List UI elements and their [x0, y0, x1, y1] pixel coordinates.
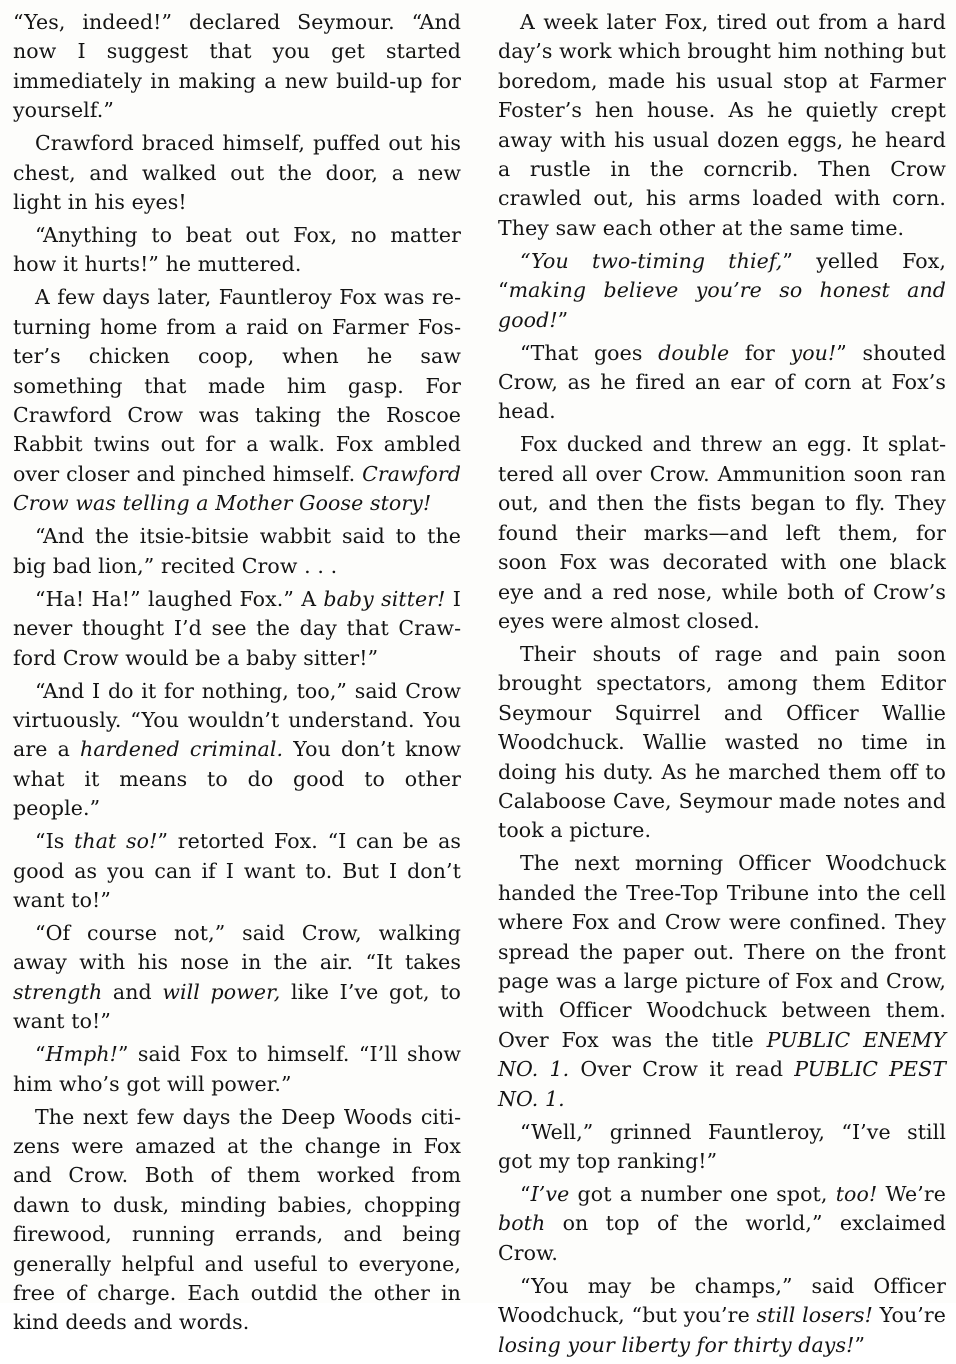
italic-text: you!	[790, 340, 837, 365]
text-run: A few days later, Fauntleroy Fox was returning home from a raid on Farmer Foster’s chicken coop, when he saw something that made him gasp. For Crawford Crow was taking the Roscoe Rabbit twins out for a walk. Fox ambled over closer and pinched himself.	[13, 285, 461, 486]
italic-text: that so!	[74, 829, 158, 854]
story-paragraph	[498, 8, 946, 243]
text-run: “Is	[35, 829, 75, 854]
story-paragraph	[498, 1118, 946, 1177]
italic-text: both	[498, 1211, 546, 1236]
text-run: Their shouts of rage and pain soon brought spectators, among them Editor Seymour Squirrel and Officer Wallie Woodchuck. Wallie wasted no time in doing his duty. As he marched them off to Calaboose Cave, Seymour made notes and took a picture.	[498, 641, 946, 843]
story-paragraph	[13, 522, 461, 581]
text-run: You’re	[872, 1303, 946, 1328]
italic-text: Crawford Crow was telling a Mother Goose story!	[13, 461, 461, 516]
italic-text: will power,	[162, 979, 281, 1004]
text-run: ”	[854, 1332, 866, 1357]
text-run: “Ha! Ha!” laughed Fox.” A	[35, 586, 324, 611]
text-run: ” shouted Crow, as he fired an ear of corn at Fox’s head.	[498, 340, 946, 424]
text-run: “Yes, indeed!” declared Seymour. “And now I suggest that you get started immediately in making a new build-up for yourself.”	[13, 10, 461, 123]
italic-text: I’ve	[530, 1182, 570, 1206]
italic-text: PUBLIC ENEMY NO. 1.	[498, 1027, 946, 1082]
story-paragraph	[498, 339, 946, 427]
italic-text: losing your liberty for thirty days!	[498, 1332, 855, 1357]
text-run: ”	[557, 307, 569, 332]
text-run: like I’ve got, to want to!”	[13, 979, 461, 1034]
right-text-column	[498, 8, 946, 1364]
story-paragraph	[498, 849, 946, 1114]
italic-text: PUBLIC PEST NO. 1.	[498, 1057, 946, 1111]
italic-text: Hmph!	[45, 1042, 118, 1067]
story-paragraph	[498, 1180, 946, 1268]
story-paragraph	[13, 585, 461, 673]
text-run: Crawford braced himself, puffed out his chest, and walked out the door, a new light in his eyes!	[13, 131, 461, 215]
italic-text: baby sitter!	[323, 586, 446, 611]
text-run: “	[520, 1182, 531, 1206]
italic-text: double	[658, 340, 730, 365]
text-run: ” yelled Fox, “	[498, 248, 946, 303]
text-run: “And the itsie-bitsie wabbit said to the big bad lion,” recited Crow . . .	[13, 524, 461, 578]
story-paragraph	[498, 1272, 946, 1360]
italic-text: too!	[835, 1182, 878, 1206]
text-run: “That goes	[520, 340, 659, 365]
story-paragraph	[498, 640, 946, 846]
text-run: for	[729, 340, 791, 365]
text-run: The next few days the Deep Woods citizens were amazed at the change in Fox and Crow. Both of them worked from dawn to dusk, minding babies, chopping firewood, running errands, and being generally helpful and useful to everyone, free of charge. Each outdid the other in kind deeds and words.	[13, 1104, 461, 1335]
story-paragraph	[13, 919, 461, 1037]
text-run: on top of the world,” exclaimed Crow.	[498, 1211, 946, 1265]
story-paragraph	[498, 247, 946, 335]
text-run: ” retorted Fox. “I can be as good as you can if I want to. But I don’t want to!”	[13, 829, 462, 912]
story-paragraph	[13, 1040, 461, 1099]
text-run: “	[35, 1042, 46, 1067]
text-run: Over Crow it read	[569, 1057, 795, 1082]
italic-text: “You two-timing thief,	[520, 248, 783, 273]
text-run: ” said Fox to himself. “I’ll show him who’s got will power.”	[13, 1042, 461, 1096]
story-paragraph	[13, 8, 461, 126]
text-run: The next morning Officer Woodchuck handed the Tree-Top Tribune into the cell where Fox and Crow were confined. They spread the paper out. There on the front page was a large picture of Fox and Crow, with Officer Woodchuck between them. Over Fox was the title	[498, 851, 946, 1052]
left-text-column	[13, 8, 461, 1341]
text-run: Fox ducked and threw an egg. It splattered all over Crow. Ammunition soon ran out, and then the fists began to fly. They found their marks—and left them, for soon Fox was decorated with one black eye and a red nose, while both of Crow’s eyes were almost closed.	[498, 432, 946, 633]
text-run: A week later Fox, tired out from a hard day’s work which brought him nothing but boredom, made his usual stop at Farmer Foster’s hen house. As he quietly crept away with his usual dozen eggs, he heard a rustle in the corncrib. Then Crow crawled out, his arms loaded with corn. They saw each other at the same time.	[498, 10, 946, 240]
text-run: “Well,” grinned Fauntleroy, “I’ve still got my top ranking!”	[498, 1119, 946, 1173]
text-run: “And I do it for nothing, too,” said Crow virtuously. “You wouldn’t understand. You are a	[13, 678, 461, 762]
story-paragraph	[498, 430, 946, 636]
story-paragraph	[13, 283, 461, 518]
story-paragraph	[13, 677, 461, 824]
italic-text: strength	[13, 979, 103, 1004]
text-run: got a number one spot,	[569, 1182, 836, 1206]
text-run: “You may be champs,” said Officer Woodchuck, “but you’re	[498, 1273, 946, 1328]
text-run: We’re	[877, 1182, 946, 1206]
text-run: “Of course not,” said Crow, walking away with his nose in the air. “It takes	[13, 920, 461, 975]
story-paragraph	[13, 221, 461, 280]
story-paragraph	[13, 827, 461, 915]
italic-text: still losers!	[756, 1303, 873, 1328]
text-run: and	[102, 979, 163, 1004]
italic-text: making believe you’re so honest and good!	[498, 278, 946, 332]
italic-text: hardened criminal.	[80, 737, 284, 762]
text-run: I never thought I’d see the day that Crawford Crow would be a baby sitter!”	[13, 586, 461, 670]
text-run: “Anything to beat out Fox, no matter how it hurts!” he muttered.	[13, 223, 461, 277]
text-run: You don’t know what it means to do good to other people.”	[13, 737, 461, 821]
story-paragraph	[13, 129, 461, 217]
